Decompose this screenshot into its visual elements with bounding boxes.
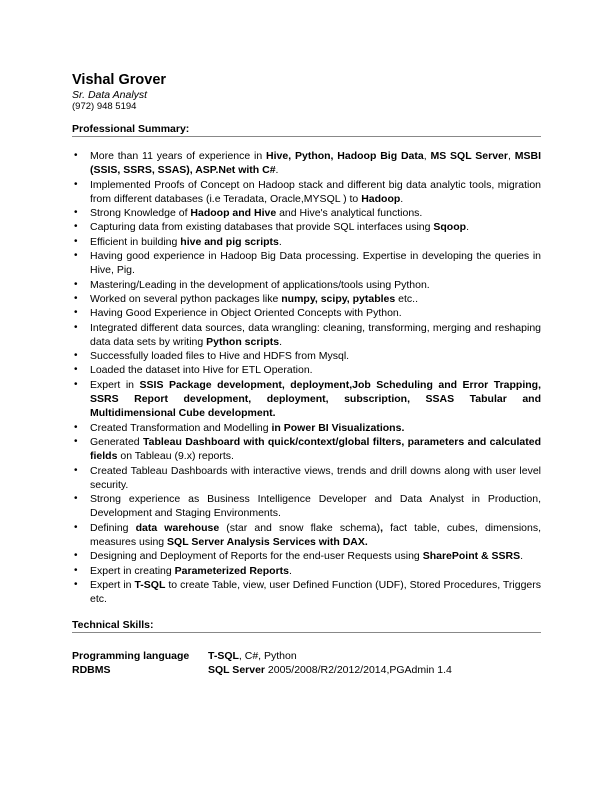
summary-bullet-item [72, 349, 541, 363]
text-run: . [466, 221, 469, 234]
bold-text: in Power BI Visualizations. [271, 421, 405, 434]
candidate-name: Vishal Grover [72, 72, 167, 88]
bold-text: SSIS Package development, deployment,Job Scheduling and Error Trapping, SSRS Report development, deployment, subscription, SSAS Tabular and Multidimensional Cube development. [90, 378, 541, 420]
bold-text: hive and pig scripts [180, 235, 279, 248]
bold-text: , [380, 521, 384, 534]
bullet-icon: • [74, 578, 78, 590]
summary-bullet-item [72, 178, 541, 207]
summary-bullet-item [72, 235, 541, 249]
text-run: etc.. [395, 292, 418, 305]
summary-bullet-item [72, 378, 541, 421]
text-run: Worked on several python packages like [90, 292, 282, 305]
summary-bullet-item [72, 206, 541, 220]
bold-text: Hive, Python, Hadoop Big Data [266, 150, 424, 162]
professional-summary-heading: Professional Summary: [72, 123, 541, 137]
text-run: . [520, 550, 524, 563]
resume-page [72, 72, 541, 677]
bold-text: Python scripts [206, 335, 280, 348]
text-run: (star and snow flake schema) [219, 521, 381, 534]
text-run: More than 11 years of experience in [90, 150, 267, 162]
skill-category: RDBMS [72, 663, 111, 676]
summary-bullet-item [72, 435, 541, 464]
text-run: , C#, Python [238, 649, 297, 662]
bold-text: SQL Server Analysis Services with DAX. [167, 536, 368, 549]
bullet-icon: • [74, 421, 78, 433]
skill-row [72, 663, 541, 677]
bullet-icon: • [74, 364, 78, 376]
bullet-icon: • [74, 292, 78, 304]
text-run: . [275, 164, 279, 177]
bullet-icon: • [74, 221, 78, 233]
text-run: Generated [90, 435, 143, 448]
text-run: to create Table, view, user Defined Function (UDF), Stored Procedures, Triggers etc. [90, 578, 542, 606]
bold-text: Hadoop and Hive [190, 207, 277, 220]
bullet-icon: • [74, 564, 78, 576]
bold-text: Hadoop [361, 192, 401, 205]
bold-text: numpy, scipy, pytables [281, 292, 396, 305]
summary-list [72, 149, 541, 607]
summary-bullet-item [72, 421, 541, 435]
bold-text: MSBI (SSIS, SSRS, SSAS), ASP.Net with C# [90, 150, 541, 177]
text-run: . [279, 335, 283, 348]
text-run: fact table, cubes, dimensions, measures using [90, 521, 541, 549]
bold-text: SQL Server [208, 663, 266, 676]
bullet-icon: • [74, 307, 78, 319]
text-run: Strong experience as Business Intelligence Developer and Data Analyst in Production, Development and Staging Environments. [90, 493, 541, 520]
text-run: Created Transformation and Modelling [90, 421, 272, 434]
text-run: Capturing data from existing databases that provide SQL interfaces using [90, 221, 434, 234]
summary-bullet-item [72, 249, 541, 278]
summary-bullet-item [72, 278, 541, 292]
text-run: 2005/2008/R2/2012/2014,PGAdmin 1.4 [265, 663, 452, 676]
text-run: Successfully loaded files to Hive and HDFS from Mysql. [90, 350, 350, 363]
text-run: Expert in creating [90, 564, 175, 577]
bold-text: T-SQL [134, 578, 166, 591]
text-run: and Hive's analytical functions. [276, 207, 423, 220]
bullet-icon: • [74, 235, 78, 247]
summary-bullet-item [72, 564, 541, 578]
summary-bullet-item [72, 149, 541, 178]
skills-table [72, 649, 541, 677]
text-run: Having good experience in Hadoop Big Data processing. Expertise in developing the queries in Hive, Pig. [90, 250, 541, 277]
technical-skills-heading: Technical Skills: [72, 619, 541, 633]
text-run: Created Tableau Dashboards with interactive views, trends and drill downs along with user level security. [90, 464, 541, 491]
summary-bullet-item [72, 464, 541, 493]
bullet-icon: • [74, 150, 78, 161]
text-run: Efficient in building [90, 235, 181, 248]
bold-text: MS SQL Server [430, 150, 508, 162]
text-run: . [400, 192, 404, 205]
summary-bullet-item [72, 292, 541, 306]
bold-text: SharePoint & SSRS [422, 550, 521, 563]
bullet-icon: • [74, 435, 78, 447]
skill-category: Programming language [72, 649, 190, 662]
skill-row [72, 649, 541, 663]
text-run: Implemented Proofs of Concept on Hadoop stack and different big data analytic tools, migration from different databases (i.e Teradata, Oracle,MYSQL ) to [90, 178, 541, 205]
bullet-icon: • [74, 321, 78, 333]
bold-text: Tableau Dashboard with quick/context/global filters, parameters and calculated fields [90, 435, 541, 463]
text-run: , [507, 150, 515, 162]
summary-bullet-item [72, 220, 541, 234]
text-run: Defining [90, 521, 136, 534]
summary-bullet-item [72, 492, 541, 521]
text-run: Expert in [90, 578, 135, 591]
text-run: Loaded the dataset into Hive for ETL Operation. [90, 364, 313, 377]
skill-value [208, 649, 297, 663]
summary-bullet-item [72, 321, 541, 350]
bullet-icon: • [74, 493, 78, 505]
bold-text: Parameterized Reports [174, 564, 290, 577]
bold-text: T-SQL [208, 649, 239, 662]
bullet-icon: • [74, 178, 78, 190]
bullet-icon: • [74, 378, 78, 390]
bullet-icon: • [74, 278, 78, 290]
text-run: Integrated different data sources, data wrangling: cleaning, transforming, merging and reshaping data data sets by writing [90, 321, 541, 348]
text-run: Mastering/Leading in the development of applications/tools using Python. [90, 278, 430, 291]
text-run: Having Good Experience in Object Oriented Concepts with Python. [90, 307, 402, 320]
summary-bullet-item [72, 578, 541, 607]
text-run: Expert in [90, 378, 140, 391]
text-run: on Tableau (9.x) reports. [117, 450, 234, 463]
bold-text: data warehouse [135, 521, 220, 534]
bullet-icon: • [74, 521, 78, 533]
summary-bullet-item [72, 549, 541, 563]
text-run: . [289, 564, 292, 577]
bullet-icon: • [74, 207, 78, 219]
bullet-icon: • [74, 464, 78, 476]
phone-number: (972) 948 5194 [72, 101, 137, 112]
summary-bullet-item [72, 521, 541, 550]
summary-bullet-item [72, 306, 541, 320]
skill-value [208, 663, 452, 677]
bullet-icon: • [74, 250, 78, 262]
text-run: Designing and Deployment of Reports for the end-user Requests using [90, 550, 423, 563]
text-run: . [278, 235, 282, 248]
bold-text: Sqoop [433, 221, 467, 234]
job-title: Sr. Data Analyst [72, 89, 148, 101]
bullet-icon: • [74, 350, 78, 362]
summary-bullet-item [72, 363, 541, 377]
text-run: , [423, 150, 431, 162]
text-run: Strong Knowledge of [90, 207, 191, 220]
bullet-icon: • [74, 550, 78, 562]
